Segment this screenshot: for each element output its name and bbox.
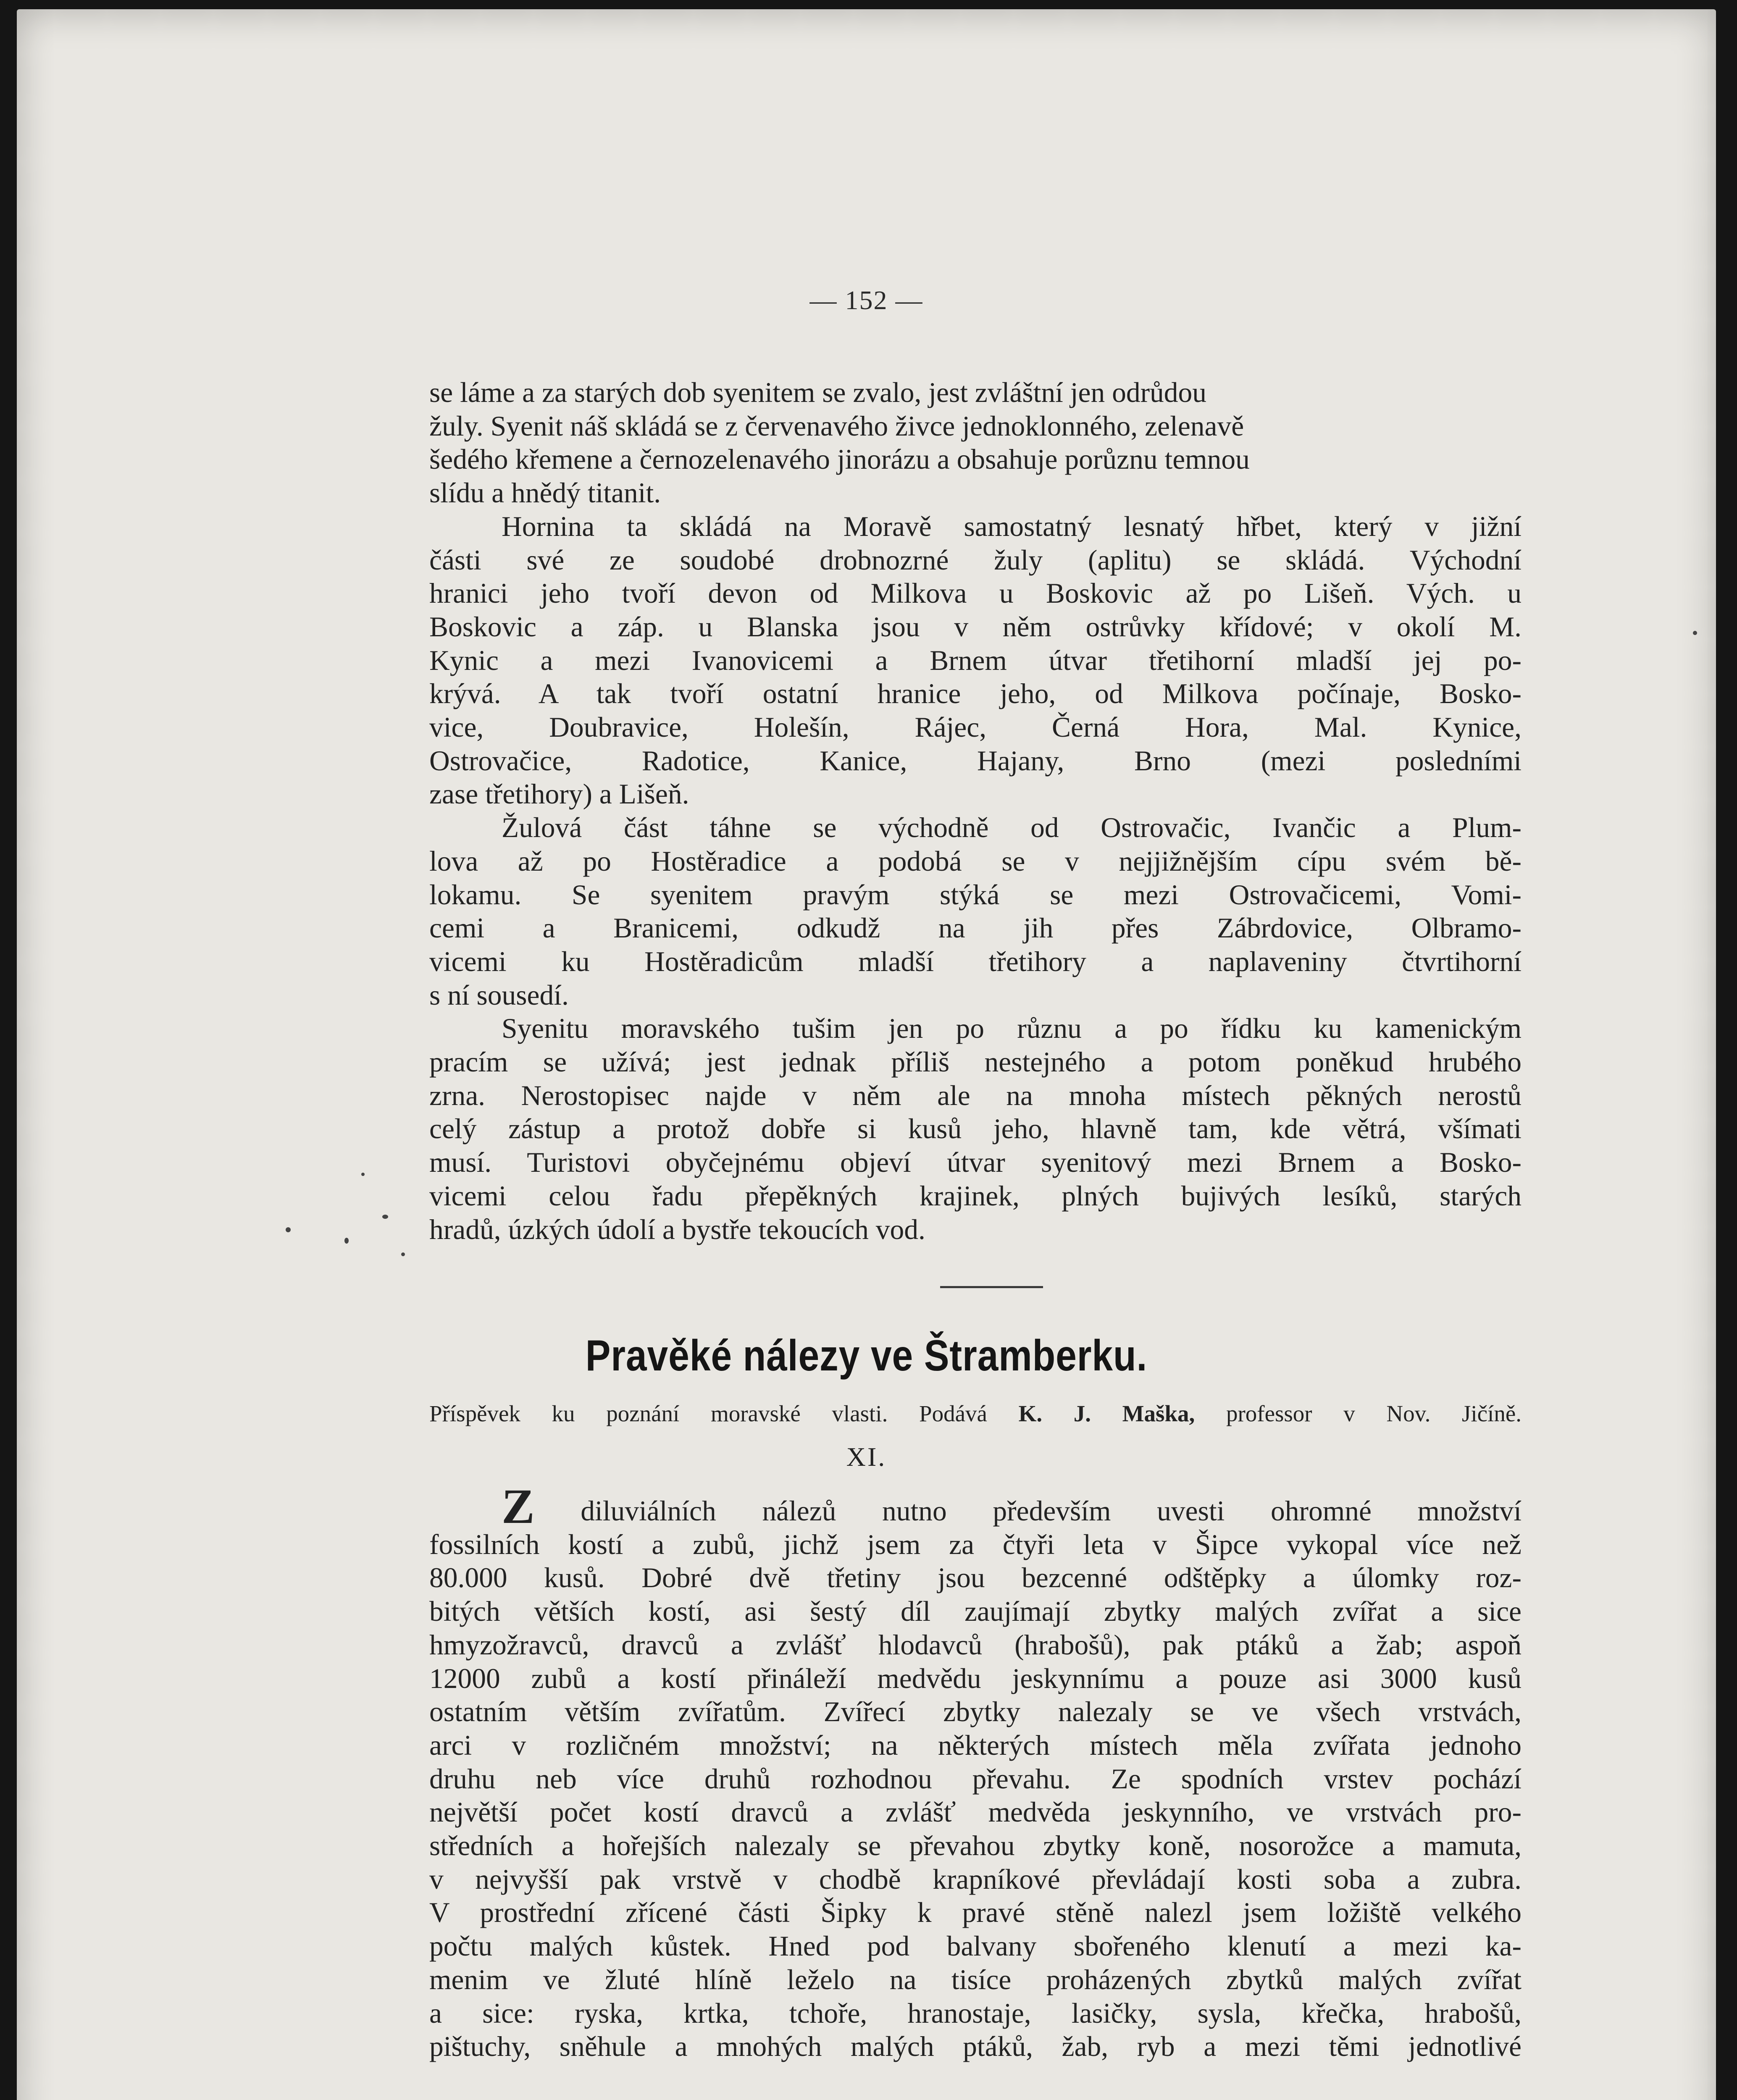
text-line: pracím se užívá; jest jednak příliš nestejného a potom poněkud hrubého [429,1046,1522,1078]
text-line: druhu neb více druhů rozhodnou převahu. Ze spodních vrstev pochází [429,1763,1522,1795]
ink-speck [286,1227,291,1232]
text-line: 80.000 kusů. Dobré dvě třetiny jsou bezcenné odštěpky a úlomky roz- [429,1562,1522,1594]
text-line: největší počet kostí dravců a zvlášť medvěda jeskynního, ve vrstvách pro- [429,1796,1522,1828]
text-line: Hornina ta skládá na Moravě samostatný lesnatý hřbet, který v jižní [502,510,1522,542]
text-line: hradů, úzkých údolí a bystře tekoucích vod. [429,1213,925,1245]
page-number: — 152 — [809,285,923,315]
text-line: Žulová část táhne se východně od Ostrovačic, Ivančic a Plum- [502,812,1522,844]
paragraph-1 [429,376,1522,510]
text-line: šedého křemene a černozelenavého jinorázu a obsahuje porůznu temnou [429,444,1250,475]
text-line: cemi a Branicemi, odkudž na jih přes Zábrdovice, Olbramo- [429,912,1522,944]
text-line: hmyzožravců, dravců a zvlášť hlodavců (hrabošů), pak ptáků a žab; aspoň [429,1629,1522,1661]
text-line: vicemi celou řadu přepěkných krajinek, plných bujivých lesíků, starých [429,1180,1522,1212]
text-line: s ní sousedí. [429,979,569,1011]
article-byline [429,1399,1522,1428]
paragraph-3 [429,811,1522,1012]
text-line-rest: diluviálních nálezů nutno především uvesti ohromné množství [534,1495,1522,1527]
text-line: menim ve žluté hlíně leželo na tisíce proházených zbytků malých zvířat [429,1964,1522,1995]
text-line: lokamu. Se syenitem pravým stýká se mezi Ostrovačicemi, Vomi- [429,879,1522,911]
text-line: V prostřední zřícené části Šipky k pravé stěně nalezl jsem ložiště velkého [429,1897,1522,1929]
byline-author: K. J. Maška, [1018,1401,1195,1426]
text-line: hranici jeho tvoří devon od Milkova u Boskovic až po Lišeň. Vých. u [429,578,1522,609]
text-line: vicemi ku Hostěradicům mladší třetihory a naplaveniny čtvrtihorní [429,945,1522,977]
text-line: Syenitu moravského tušim jen po různu a po řídku ku kamenickým [502,1013,1522,1045]
text-line: pištuchy, sněhule a mnohých malých ptáků, žab, ryb a mezi těmi jednotlivé [429,2031,1522,2063]
text-line: vice, Doubravice, Holešín, Rájec, Černá Hora, Mal. Kynice, [429,711,1522,743]
ink-speck [361,1173,365,1176]
text-line: lova až po Hostěradice a podobá se v nejjižnějším cípu svém bě- [429,845,1522,877]
text-line: části své ze soudobé drobnozrné žuly (aplitu) se skládá. Východní [429,544,1522,576]
text-line: a sice: ryska, krtka, tchoře, hranostaje, lasičky, sysla, křečka, hrabošů, [429,1997,1522,2029]
text-line: zrna. Nerostopisec najde v něm ale na mnoha místech pěkných nerostů [429,1079,1522,1111]
text-line: Kynic a mezi Ivanovicemi a Brnem útvar třetihorní mladší jej po- [429,644,1522,676]
drop-cap: Z [502,1479,535,1534]
text-line: arci v rozličném množství; na některých místech měla zvířata jednoho [429,1729,1522,1761]
article-paragraph [429,1479,1522,2063]
text-line: v nejvyšší pak vrstvě v chodbě krapníkové převládají kosti soba a zubra. [429,1863,1522,1895]
part-numeral: XI. [846,1442,887,1472]
text-line: ostatním větším zvířatům. Zvířecí zbytky nalezaly se ve všech vrstvách, [429,1696,1522,1728]
paragraph-2 [429,510,1522,811]
ink-speck [401,1252,405,1256]
text-line: bitých větších kostí, asi šestý díl zaujímají zbytky malých zvířat a sice [429,1596,1522,1628]
section-text [429,376,1522,1246]
ink-speck [344,1238,349,1244]
text-line: 12000 zubů a kostí přináleží medvědu jeskynnímu a pouze asi 3000 kusů [429,1662,1522,1694]
text-line: žuly. Syenit náš skládá se z červenavého živce jednoklonného, zelenavě [429,410,1244,442]
article-text [429,1479,1522,2063]
article-title: Pravěké nálezy ve Štramberku. [585,1331,1148,1380]
text-line: krývá. A tak tvoří ostatní hranice jeho, od Milkova počínaje, Bosko- [429,678,1522,710]
text-line: středních a hořejších nalezaly se převahou zbytky koně, nosorožce a mamuta, [429,1830,1522,1862]
text-line: slídu a hnědý titanit. [429,477,661,509]
text-line: Ostrovačice, Radotice, Kanice, Hajany, Brno (mezi posledními [429,745,1522,777]
text-line: zase třetihory) a Lišeň. [429,778,689,810]
ink-speck [1693,631,1697,635]
byline-role: professor v Nov. Jičíně. [1226,1401,1522,1426]
section-divider [940,1286,1043,1288]
ink-speck [382,1215,388,1219]
text-line: se láme a za starých dob syenitem se zvalo, jest zvláštní jen odrůdou [429,377,1207,408]
text-line: musí. Turistovi obyčejnému objeví útvar syenitový mezi Brnem a Bosko- [429,1147,1522,1179]
text-line [429,1479,1522,1534]
byline-intro: Příspěvek ku poznání moravské vlasti. Podává [429,1401,987,1426]
text-line: celý zástup a protož dobře si kusů jeho, hlavně tam, kde větrá, všímati [429,1113,1522,1145]
text-line: počtu malých kůstek. Hned pod balvany sbořeného klenutí a mezi ka- [429,1930,1522,1962]
paragraph-4 [429,1012,1522,1246]
text-line: Boskovic a záp. u Blanska jsou v něm ostrůvky křídové; v okolí M. [429,611,1522,643]
text-line: fossilních kostí a zubů, jichž jsem za čtyři leta v Šipce vykopal více než [429,1528,1522,1560]
page-scan [17,9,1716,2100]
